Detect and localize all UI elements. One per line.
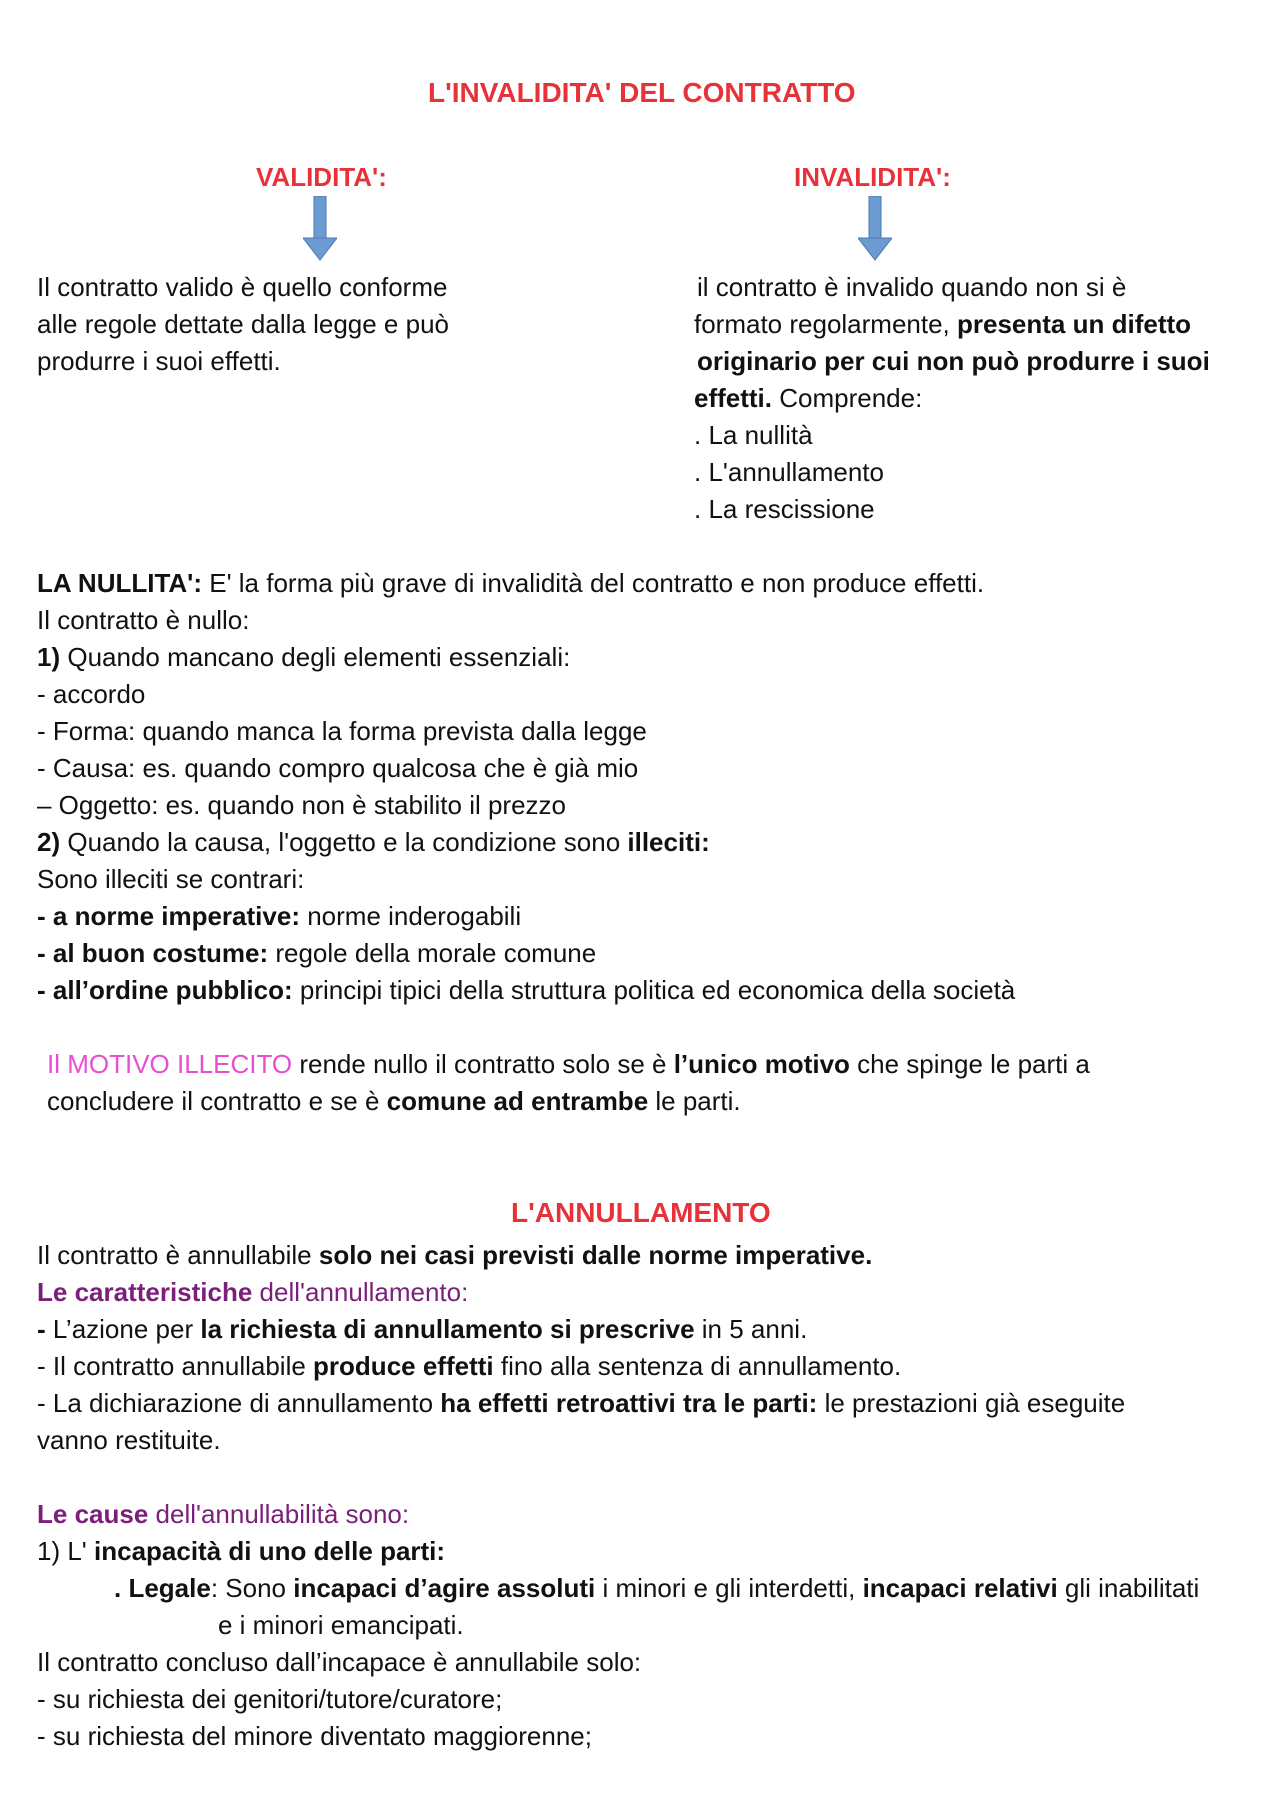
motive-text: rende nullo il contratto solo se è (292, 1049, 674, 1079)
feature-text: le prestazioni già eseguite (817, 1388, 1126, 1418)
request-guardians: - su richiesta dei genitori/tutore/curatore; (37, 1684, 503, 1714)
legal-incapacity-continued: e i minori emancipati. (218, 1610, 464, 1640)
nullity-intro (37, 565, 984, 602)
feature-bold: produce effetti (313, 1351, 494, 1381)
invalidity-line-2-text: formato regolarmente, (694, 309, 958, 339)
motive-text: concludere il contratto e se è (47, 1086, 387, 1116)
annulment-intro-text: Il contratto è annullabile (37, 1240, 319, 1270)
element-oggetto: – Oggetto: es. quando non è stabilito il prezzo (37, 790, 567, 820)
point-1-text: Quando mancano degli elementi essenziali: (60, 642, 571, 672)
illecito-buon-costume (37, 935, 596, 972)
invalidity-line-4-bold: effetti. (694, 383, 772, 413)
feature-3-continued: vanno restituite. (37, 1425, 221, 1455)
motive-text: che spinge le parti a (849, 1049, 1090, 1079)
page-title: L'INVALIDITA' DEL CONTRATTO (428, 77, 856, 108)
invalidity-line-1: il contratto è invalido quando non si è (697, 272, 1127, 302)
point-2-text: Quando la causa, l'oggetto e la condizione sono (60, 827, 628, 857)
annulment-heading: L'ANNULLAMENTO (511, 1197, 771, 1228)
feature-text: - La dichiarazione di annullamento (37, 1388, 441, 1418)
invalidity-line-2 (694, 306, 1191, 343)
validity-line-2: alle regole dettate dalla legge e può (37, 309, 449, 339)
illecito-label: - a norme imperative: (37, 901, 300, 931)
validity-line-1: Il contratto valido è quello conforme (37, 272, 448, 302)
feature-text: in 5 anni. (694, 1314, 808, 1344)
nullity-line-2: Il contratto è nullo: (37, 605, 250, 635)
feature-bold: ha effetti retroattivi tra le parti: (440, 1388, 818, 1418)
feature-text: - Il contratto annullabile (37, 1351, 314, 1381)
invalidity-line-2-bold: presenta un difetto (957, 309, 1192, 339)
legal-bold: incapaci d’agire assoluti (293, 1573, 596, 1603)
annulment-intro-bold: solo nei casi previsti dalle norme imperative. (318, 1240, 873, 1270)
illecito-label: - all’ordine pubblico: (37, 975, 293, 1005)
legal-text: i minori e gli interdetti, (595, 1573, 863, 1603)
illeciti-intro: Sono illeciti se contrari: (37, 864, 305, 894)
illecito-text: principi tipici della struttura politica ed economica della società (292, 975, 1016, 1005)
element-accordo: - accordo (37, 679, 146, 709)
motive-line-2 (47, 1083, 741, 1120)
features-heading (37, 1274, 468, 1311)
point-2-number: 2) (37, 827, 61, 857)
concluded-line: Il contratto concluso dall’incapace è annullabile solo: (37, 1647, 642, 1677)
motive-line-1 (47, 1046, 1090, 1083)
feature-3 (37, 1385, 1125, 1422)
motive-label: Il MOTIVO ILLECITO (47, 1049, 293, 1079)
validity-heading: VALIDITA': (256, 162, 387, 192)
invalidity-item-nullita: . La nullità (694, 420, 813, 450)
validity-line-3: produrre i suoi effetti. (37, 346, 281, 376)
invalidity-line-3: originario per cui non può produrre i suoi (697, 346, 1210, 376)
request-minor: - su richiesta del minore diventato maggiorenne; (37, 1721, 592, 1751)
cause-text: 1) L' (37, 1536, 94, 1566)
motive-bold: comune ad entrambe (386, 1086, 649, 1116)
nullity-intro-text: E' la forma più grave di invalidità del contratto e non produce effetti. (202, 568, 985, 598)
features-text: dell'annullamento: (252, 1277, 469, 1307)
cause-bold: incapacità di uno delle parti: (94, 1536, 446, 1566)
point-2-bold: illeciti: (627, 827, 710, 857)
causes-text: dell'annullabilità sono: (148, 1499, 410, 1529)
causes-heading (37, 1496, 409, 1533)
features-bold: Le caratteristiche (37, 1277, 253, 1307)
illecito-text: norme inderogabili (299, 901, 522, 931)
invalidity-line-4-text: Comprende: (772, 383, 923, 413)
illecito-norme-imperative (37, 898, 521, 935)
element-causa: - Causa: es. quando compro qualcosa che è già mio (37, 753, 639, 783)
motive-text: le parti. (648, 1086, 741, 1116)
illecito-label: - al buon costume: (37, 938, 269, 968)
nullity-label: LA NULLITA': (37, 568, 203, 598)
invalidity-line-4 (694, 380, 922, 417)
legal-incapacity (114, 1570, 1199, 1607)
motive-bold: l’unico motivo (673, 1049, 850, 1079)
feature-text: fino alla sentenza di annullamento. (493, 1351, 902, 1381)
annulment-intro (37, 1237, 872, 1274)
legal-label: . Legale (114, 1573, 211, 1603)
illecito-ordine-pubblico (37, 972, 1015, 1009)
invalidity-item-annullamento: . L'annullamento (694, 457, 884, 487)
element-forma: - Forma: quando manca la forma prevista dalla legge (37, 716, 647, 746)
feature-bold: la richiesta di annullamento si prescrive (200, 1314, 695, 1344)
legal-bold: incapaci relativi (862, 1573, 1058, 1603)
legal-text: gli inabilitati (1057, 1573, 1200, 1603)
point-1-number: 1) (37, 642, 61, 672)
causes-bold: Le cause (37, 1499, 149, 1529)
feature-dash: - (37, 1314, 46, 1344)
cause-1 (37, 1533, 445, 1570)
feature-1 (37, 1311, 807, 1348)
invalidity-heading: INVALIDITA': (794, 162, 951, 192)
down-arrow-icon (303, 196, 337, 262)
nullity-point-1 (37, 639, 570, 676)
feature-text: L’azione per (45, 1314, 201, 1344)
down-arrow-icon (858, 196, 892, 262)
invalidity-item-rescissione: . La rescissione (694, 494, 875, 524)
feature-2 (37, 1348, 901, 1385)
legal-text: : Sono (210, 1573, 294, 1603)
nullity-point-2 (37, 824, 710, 861)
illecito-text: regole della morale comune (268, 938, 597, 968)
